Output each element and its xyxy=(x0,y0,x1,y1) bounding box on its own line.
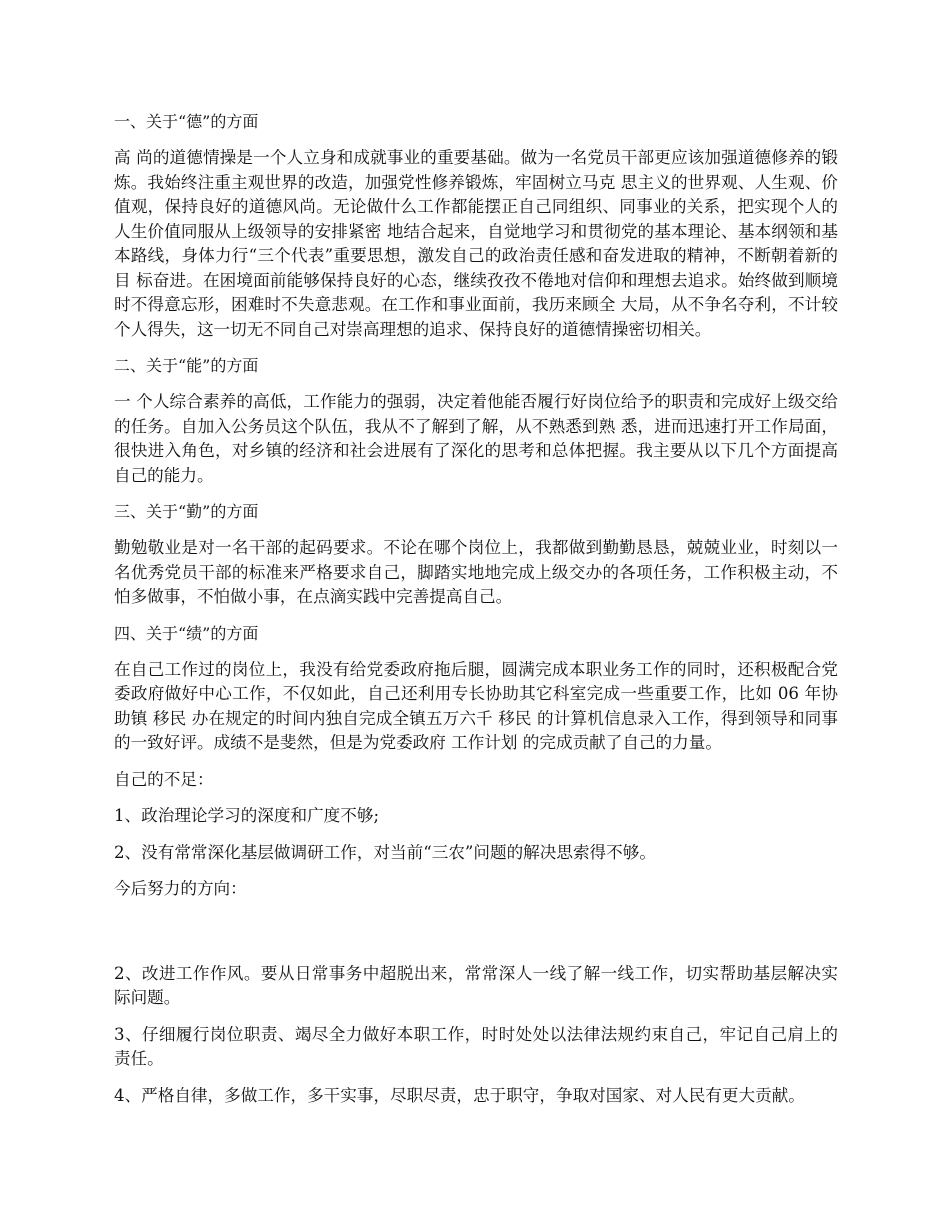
section-heading-qin: 三、关于“勤”的方面 xyxy=(114,502,259,521)
direction-item-4: 4、严格自律，多做工作，多干实事，尽职尽责，忠于职守，争取对国家、对人民有更大贡献。 xyxy=(114,1085,805,1105)
shortcomings-title: 自己的不足： xyxy=(114,769,214,789)
section-heading-ji: 四、关于“绩”的方面 xyxy=(114,623,259,643)
section-body-de: 高 尚的道德情操是一个人立身和成就事业的重要基础。做为一名党员干部更应该加强道德修养的锻炼。我始终注重主观世界的改造，加强党性修养锻炼，牢固树立马克 思主义的世界观、人生观、价值观，保持良好的道德风尚。无论做什么工作都能摆正自己同组织、同事业的关系，把实现个人的人生价值同服从上级领导的安排紧密 地结合起来，自觉地学习和贯彻党的基本理论、基本纲领和基本路线，身体力行“三个代表”重要思想，激发自己的政治责任感和奋发进取的精神，不断朝着新的目 标奋进。在困境面前能够保持良好的心态，继续孜孜不倦地对信仰和理想去追求。始终做到顺境时不得意忘形，困难时不失意悲观。在工作和事业面前，我历来顾全 大局，从不争名夺利，不计较个人得失，这一切无不同自己对崇高理想的追求、保持良好的道德情操密切相关。 xyxy=(114,148,838,339)
section-body-neng: 一 个人综合素养的高低，工作能力的强弱，决定着他能否履行好岗位给予的职责和完成好上级交给的任务。自加入公务员这个队伍，我从不了解到了解，从不熟悉到熟 悉，进而迅速打开工作局面，很快进入角色，对乡镇的经济和社会进展有了深化的思考和总体把握。我主要从以下几个方面提高自己的能力。 xyxy=(114,392,838,485)
section-heading-de: 一、关于“德”的方面 xyxy=(114,112,259,131)
shortcoming-item-2: 2、没有常常深化基层做调研工作，对当前“三农”问题的解决思索得不够。 xyxy=(114,842,656,862)
shortcoming-item-1: 1、政治理论学习的深度和广度不够; xyxy=(114,806,380,825)
direction-item-2: 2、改进工作作风。要从日常事务中超脱出来，常常深人一线了解一线工作，切实帮助基层解决实际问题。 xyxy=(114,963,838,1007)
section-body-qin: 勤勉敬业是对一名干部的起码要求。不论在哪个岗位上，我都做到勤勤恳恳，兢兢业业，时刻以一名优秀党员干部的标准来严格要求自己，脚踏实地地完成上级交办的各项任务，工作积极主动，不怕多做事，不怕做小事，在点滴实践中完善提高自己。 xyxy=(114,538,838,606)
direction-title: 今后努力的方向： xyxy=(114,879,247,898)
section-body-ji: 在自己工作过的岗位上，我没有给党委政府拖后腿，圆满完成本职业务工作的同时，还积极配合党委政府做好中心工作，不仅如此，自己还利用专长协助其它科室完成一些重要工作，比如 06 年协助镇 移民 办在规定的时间内独自完成全镇五万六千 移民 的计算机信息录入工作，得到领导和同事的一致好评。成绩不是斐然，但是为党委政府 工作计划 的完成贡献了自己的力量。 xyxy=(114,659,838,752)
document-page xyxy=(114,110,838,1120)
direction-item-3: 3、仔细履行岗位职责、竭尽全力做好本职工作，时时处处以法律法规约束自己，牢记自己肩上的责任。 xyxy=(114,1024,838,1068)
blank-gap xyxy=(114,914,838,962)
section-heading-neng: 二、关于“能”的方面 xyxy=(114,356,259,375)
